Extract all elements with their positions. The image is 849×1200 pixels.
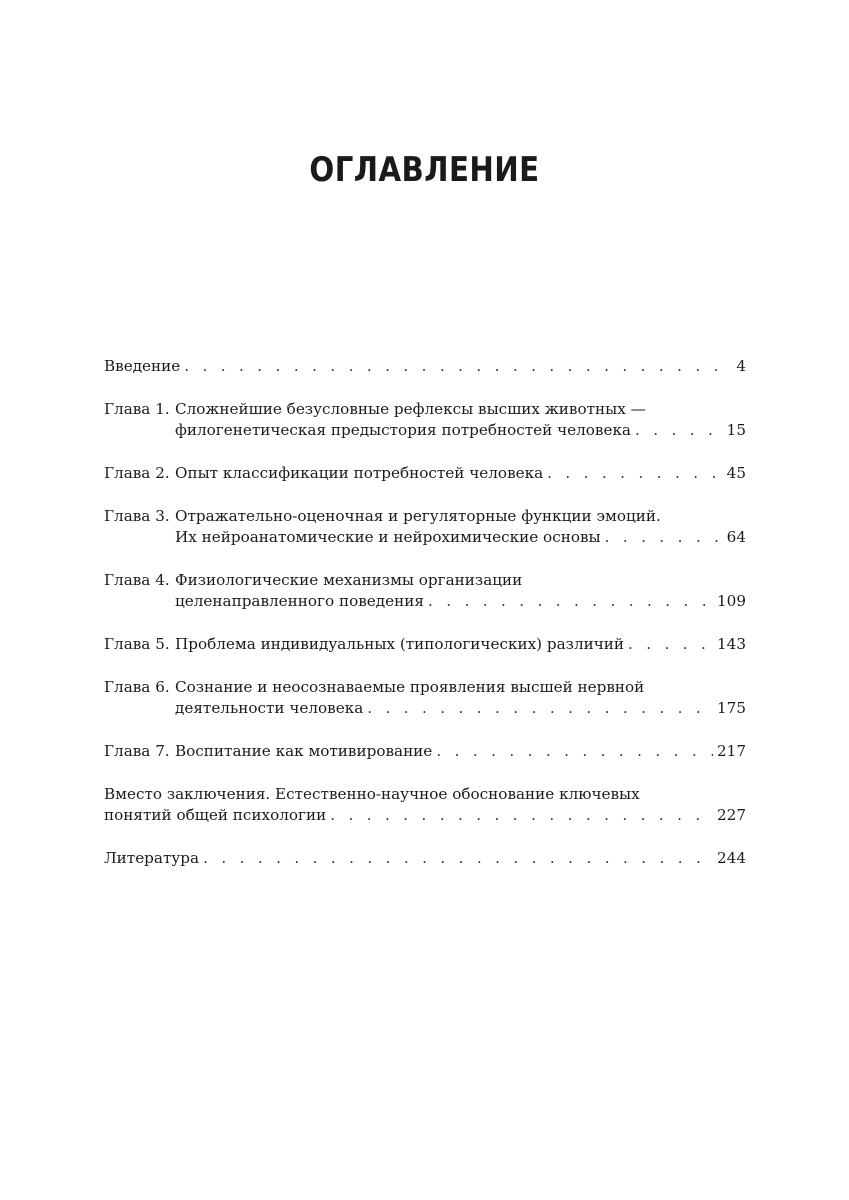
- toc-entry-title-line: Сложнейшие безусловные рефлексы высших животных —: [175, 400, 646, 418]
- toc-entry-title-line: Их нейроанатомические и нейрохимические основы: [175, 528, 601, 546]
- toc-page-number: 175: [717, 699, 746, 717]
- dot-leader: [428, 591, 713, 612]
- dot-leader: [605, 527, 723, 548]
- toc-entry-chapter-5[interactable]: [104, 634, 746, 655]
- toc-page-number: 4: [736, 357, 746, 375]
- chapter-label: Глава 6.: [104, 678, 170, 696]
- toc-entry-title-line: филогенетическая предыстория потребностей человека: [175, 421, 631, 439]
- toc-entry-title-line: целенаправленного поведения: [175, 592, 424, 610]
- page-title: ОГЛАВЛЕНИЕ: [309, 150, 540, 190]
- toc-entry-chapter-6[interactable]: [104, 677, 746, 719]
- toc-entry-chapter-4[interactable]: [104, 570, 746, 612]
- dot-leader: [184, 356, 732, 377]
- toc-page-number: 64: [726, 528, 746, 546]
- toc-entry-conclusion[interactable]: [104, 784, 746, 826]
- toc-entry-title-line: Вместо заключения. Естественно-научное обоснование ключевых: [104, 785, 640, 803]
- toc-page-number: 45: [726, 464, 746, 482]
- toc-entry-title-line: Физиологические механизмы организации: [175, 571, 523, 589]
- dot-leader: [367, 698, 713, 719]
- toc-entry-title: Введение: [104, 357, 181, 375]
- chapter-label: Глава 5.: [104, 635, 170, 653]
- dot-leader: [628, 634, 713, 655]
- dot-leader: [635, 420, 723, 441]
- chapter-label: Глава 7.: [104, 742, 170, 760]
- dot-leader: [547, 463, 723, 484]
- toc-page-number: 217: [717, 742, 746, 760]
- toc-entry-title: Литература: [104, 849, 200, 867]
- dot-leader: [330, 805, 713, 826]
- chapter-label: Глава 2.: [104, 464, 170, 482]
- toc-entry-references[interactable]: [104, 848, 746, 869]
- chapter-label: Глава 1.: [104, 400, 170, 418]
- dot-leader: [436, 741, 713, 762]
- toc-entry-title-line: понятий общей психологии: [104, 806, 327, 824]
- toc-page-number: 15: [726, 421, 746, 439]
- table-of-contents: [104, 356, 746, 891]
- chapter-label: Глава 3.: [104, 507, 170, 525]
- toc-entry-chapter-3[interactable]: [104, 506, 746, 548]
- dot-leader: [203, 848, 713, 869]
- toc-entry-title-line: Сознание и неосознаваемые проявления высшей нервной: [175, 678, 645, 696]
- chapter-label: Глава 4.: [104, 571, 170, 589]
- toc-entry-chapter-7[interactable]: [104, 741, 746, 762]
- toc-entry-title: Опыт классификации потребностей человека: [175, 464, 544, 482]
- toc-entry-title-line: Отражательно-оценочная и регуляторные функции эмоций.: [175, 507, 661, 525]
- toc-entry-title: Проблема индивидуальных (типологических) различий: [175, 635, 625, 653]
- toc-entry-title-line: деятельности человека: [175, 699, 364, 717]
- toc-entry-chapter-2[interactable]: [104, 463, 746, 484]
- toc-page-number: 109: [717, 592, 746, 610]
- toc-entry-introduction[interactable]: [104, 356, 746, 377]
- toc-page-number: 244: [717, 849, 746, 867]
- toc-entry-chapter-1[interactable]: [104, 399, 746, 441]
- toc-entry-title: Воспитание как мотивирование: [175, 742, 433, 760]
- toc-page-number: 227: [717, 806, 746, 824]
- toc-page-number: 143: [717, 635, 746, 653]
